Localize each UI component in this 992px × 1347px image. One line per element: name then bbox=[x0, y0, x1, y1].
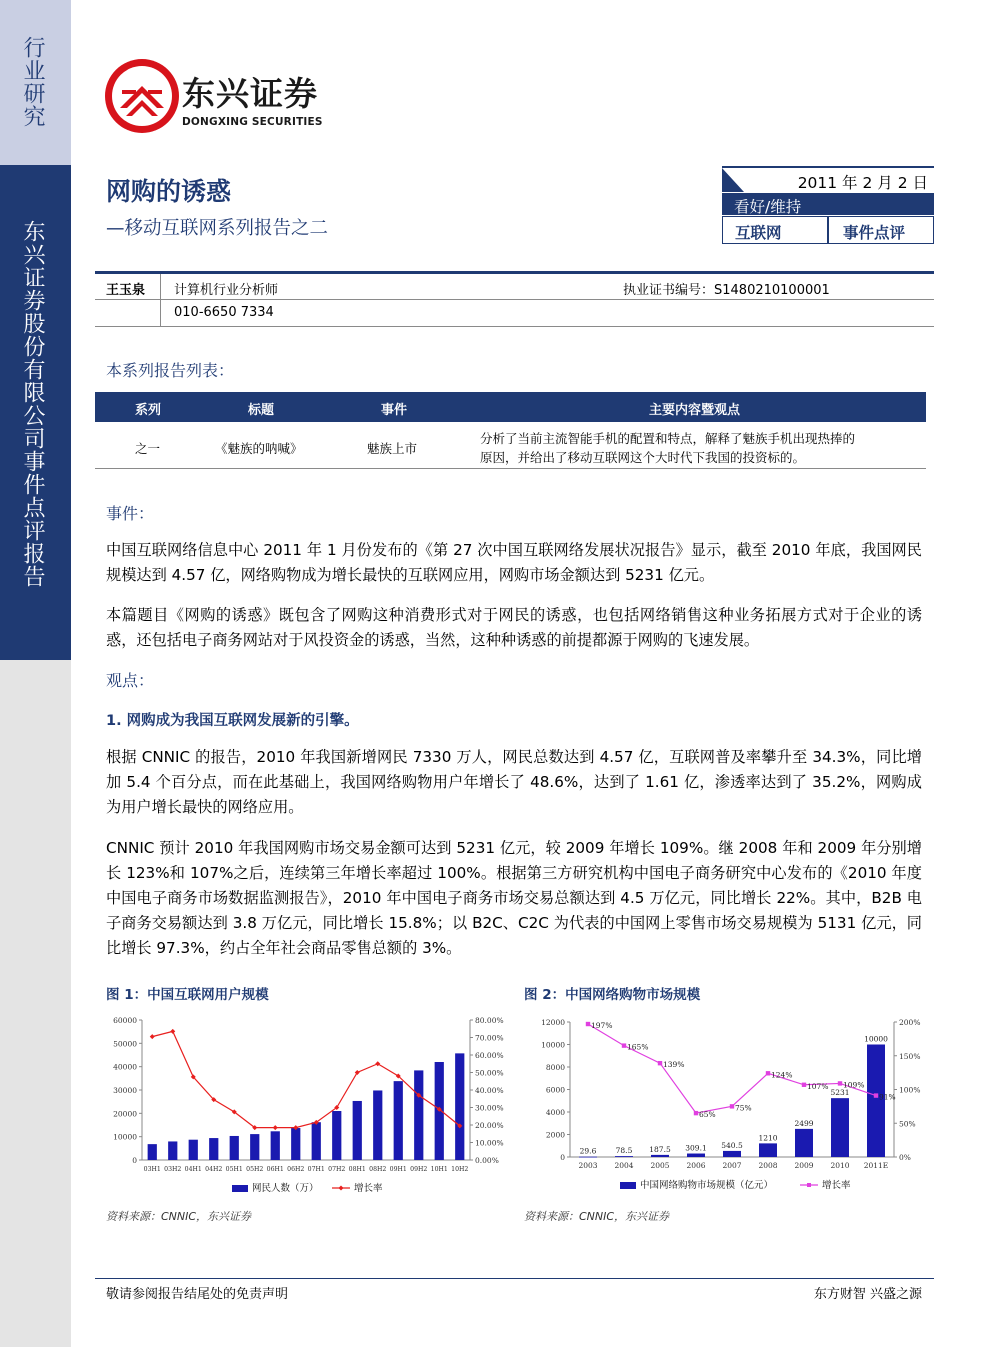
fig2-x-tick: 2007 bbox=[722, 1161, 742, 1170]
analyst-title: 计算机行业分析师 bbox=[174, 283, 279, 298]
fig2-bar-label: 5231 bbox=[830, 1088, 850, 1098]
analyst-name: 王玉泉 bbox=[106, 283, 146, 298]
fig1-x-tick: 04H1 bbox=[184, 1166, 202, 1173]
fig1-bar bbox=[353, 1101, 362, 1160]
analyst-cert: 执业证书编号：S1480210100001 bbox=[623, 283, 830, 298]
fig2-bar bbox=[579, 1157, 597, 1158]
fig1-bar bbox=[148, 1144, 157, 1160]
fig1-bar bbox=[394, 1081, 403, 1160]
fig2-x-tick: 2006 bbox=[686, 1161, 706, 1170]
sector-cell bbox=[722, 216, 828, 244]
fig2-legend-line-label: 增长率 bbox=[822, 1180, 851, 1191]
report-date: 2011 年 2 月 2 日 bbox=[797, 174, 928, 192]
fig2-line-point bbox=[766, 1071, 770, 1075]
fig1-x-tick: 07H1 bbox=[307, 1166, 325, 1173]
corner-triangle-icon bbox=[722, 168, 744, 192]
fig2-y2-tick: 100% bbox=[899, 1085, 921, 1095]
paragraph-event-1: 中国互联网络信息中心 2011 年 1 月份发布的《第 27 次中国互联网络发展状况报告》显示，截至 2010 年底，我国网民规模达到 4.57 亿，网络购物成为增长最快的互联网应用，网购市场金额达到 5231 亿元。 bbox=[106, 541, 922, 584]
fig2-bar bbox=[615, 1156, 633, 1157]
footer-slogan: 东方财智 兴盛之源 bbox=[813, 1287, 922, 1302]
fig1-bar bbox=[291, 1128, 300, 1160]
fig1-x-tick: 10H1 bbox=[430, 1166, 448, 1173]
sector-value: 互联网 bbox=[735, 224, 782, 242]
fig1-bar bbox=[230, 1136, 239, 1160]
fig1-line bbox=[152, 1031, 460, 1127]
fig1-y-tick: 20000 bbox=[113, 1109, 137, 1119]
fig1-bar bbox=[250, 1134, 259, 1160]
fig1-x-tick: 06H2 bbox=[287, 1166, 305, 1173]
fig2-x-tick: 2009 bbox=[794, 1161, 814, 1170]
fig1-x-tick: 09H2 bbox=[410, 1166, 428, 1173]
rating-cell bbox=[722, 193, 934, 215]
fig2-bar-label: 187.5 bbox=[649, 1144, 671, 1154]
fig2-line-point bbox=[694, 1111, 698, 1115]
fig2-y2-tick: 0% bbox=[899, 1153, 911, 1162]
fig1-y-tick: 40000 bbox=[113, 1062, 137, 1072]
fig2-bar bbox=[687, 1154, 705, 1157]
fig2-line-point bbox=[658, 1061, 662, 1065]
footer-disclaimer: 敬请参阅报告结尾处的免责声明 bbox=[106, 1287, 289, 1302]
sidebar-filler bbox=[0, 660, 71, 1347]
fig2-bar-label: 540.5 bbox=[721, 1140, 743, 1150]
fig2-bar-label: 10000 bbox=[864, 1034, 888, 1044]
fig2-y-tick: 8000 bbox=[545, 1063, 565, 1072]
company-logo-icon bbox=[102, 56, 182, 136]
fig1-bar bbox=[312, 1122, 321, 1160]
event-heading: 事件： bbox=[106, 504, 155, 523]
report-type-cell bbox=[828, 216, 934, 244]
paragraph-point-1a: 根据 CNNIC 的报告，2010 年我国新增网民 7330 万人，网民总数达到 4.57 亿，互联网普及率攀升至 34.3%，同比增加 5.4 个百分点，而在此基础上，我国网络购物用户年增长了 48.6%，达到了 1.61 亿，渗透率达到了 35.2%，网购成为用户增长最快的网络应用。 bbox=[106, 748, 922, 816]
fig1-x-tick: 03H2 bbox=[164, 1166, 182, 1173]
fig2-x-tick: 2010 bbox=[830, 1161, 850, 1170]
fig2-x-tick: 2008 bbox=[758, 1161, 778, 1170]
fig1-bar bbox=[332, 1111, 341, 1160]
col-series: 系列 bbox=[135, 403, 162, 418]
fig1-line-point bbox=[355, 1070, 360, 1075]
col-content: 主要内容暨观点 bbox=[649, 403, 741, 418]
fig1-bar bbox=[455, 1053, 464, 1160]
fig1-y-tick: 10000 bbox=[113, 1132, 137, 1142]
fig2-line-point bbox=[622, 1043, 626, 1047]
fig1-y2-tick: 10.00% bbox=[475, 1138, 504, 1148]
fig1-y-tick: 0 bbox=[132, 1156, 137, 1165]
fig1-legend-bar-label: 网民人数（万） bbox=[252, 1183, 319, 1194]
fig1-y2-tick: 70.00% bbox=[475, 1033, 504, 1043]
fig2-bar bbox=[651, 1155, 669, 1157]
fig2-bar bbox=[795, 1129, 813, 1157]
fig2-y-tick: 10000 bbox=[541, 1040, 565, 1050]
fig1-x-tick: 10H2 bbox=[451, 1166, 469, 1173]
fig1-x-tick: 08H1 bbox=[348, 1166, 366, 1173]
fig2-legend-bar-swatch bbox=[620, 1182, 636, 1189]
fig1-line-point bbox=[273, 1125, 278, 1130]
row-content-line1: 分析了当前主流智能手机的配置和特点，解释了魅族手机出现热捧的 bbox=[480, 431, 856, 446]
figure-1-title: 图 1：中国互联网用户规模 bbox=[106, 987, 269, 1003]
fig1-y2-tick: 20.00% bbox=[475, 1121, 504, 1130]
fig2-line-label: 197% bbox=[591, 1021, 613, 1031]
fig2-bar bbox=[723, 1151, 741, 1157]
figure-2-title: 图 2：中国网络购物市场规模 bbox=[524, 987, 701, 1003]
report-info-box bbox=[722, 166, 934, 246]
fig2-bar bbox=[759, 1143, 777, 1157]
fig1-bar bbox=[271, 1131, 280, 1160]
chart-online-shopping-market bbox=[524, 1008, 934, 1208]
fig2-y2-tick: 50% bbox=[899, 1119, 916, 1129]
fig2-y-tick: 4000 bbox=[545, 1108, 565, 1117]
table-header-row bbox=[95, 392, 926, 422]
fig1-y2-tick: 80.00% bbox=[475, 1016, 504, 1025]
analyst-divider bbox=[160, 274, 161, 326]
fig2-y-tick: 12000 bbox=[541, 1018, 565, 1027]
footer-rule bbox=[95, 1278, 934, 1279]
fig1-y2-tick: 50.00% bbox=[475, 1068, 504, 1078]
fig2-line-point bbox=[730, 1104, 734, 1108]
row-event: 魅族上市 bbox=[367, 441, 418, 456]
fig2-bar-label: 2499 bbox=[794, 1118, 814, 1128]
fig1-legend-line-marker bbox=[339, 1186, 344, 1191]
fig2-y2-tick: 150% bbox=[899, 1051, 921, 1061]
fig2-line-label: 65% bbox=[699, 1110, 716, 1120]
fig1-bar bbox=[168, 1141, 177, 1160]
fig2-bar-label: 29.6 bbox=[579, 1146, 597, 1156]
fig2-y2-tick: 200% bbox=[899, 1018, 921, 1027]
report-title: 网购的诱惑 bbox=[106, 177, 232, 206]
fig1-x-tick: 08H2 bbox=[369, 1166, 387, 1173]
figure-1-source: 资料来源：CNNIC，东兴证券 bbox=[106, 1210, 252, 1223]
fig2-line-label: 91% bbox=[879, 1092, 896, 1102]
fig2-y-tick: 0 bbox=[560, 1153, 565, 1162]
row-content-line2: 原因，并给出了移动互联网这个大时代下我国的投资标的。 bbox=[480, 450, 806, 465]
fig1-y2-tick: 40.00% bbox=[475, 1086, 504, 1095]
fig2-x-tick: 2011E bbox=[863, 1161, 889, 1170]
fig1-legend-line-label: 增长率 bbox=[354, 1183, 383, 1194]
fig2-y-tick: 2000 bbox=[545, 1130, 565, 1140]
fig1-y-tick: 60000 bbox=[113, 1016, 137, 1025]
sidebar-report-type: 东兴证券股份有限公司事件点评报告 bbox=[20, 220, 45, 588]
sidebar-category: 行业研究 bbox=[20, 36, 45, 128]
fig2-line-label: 165% bbox=[627, 1042, 649, 1052]
fig1-y2-tick: 30.00% bbox=[475, 1103, 504, 1113]
report-type-value: 事件点评 bbox=[843, 224, 906, 242]
fig1-x-tick: 04H2 bbox=[205, 1166, 223, 1173]
company-logo-en: DONGXING SECURITIES bbox=[182, 116, 323, 128]
fig1-line-point bbox=[170, 1029, 175, 1034]
fig2-legend-bar-label: 中国网络购物市场规模（亿元） bbox=[640, 1180, 774, 1191]
fig2-line-label: 109% bbox=[843, 1080, 865, 1090]
col-title: 标题 bbox=[248, 403, 275, 418]
col-event: 事件 bbox=[381, 403, 408, 418]
chart-internet-users bbox=[106, 1008, 510, 1208]
analyst-bottom-rule bbox=[95, 326, 934, 327]
series-list-heading: 本系列报告列表： bbox=[106, 361, 235, 380]
fig2-bar-label: 309.1 bbox=[685, 1143, 707, 1153]
table-bottom-rule bbox=[95, 468, 926, 469]
fig2-line-label: 124% bbox=[771, 1070, 793, 1080]
rating-value: 看好/维持 bbox=[734, 198, 802, 216]
fig2-line-label: 107% bbox=[807, 1081, 829, 1091]
fig2-line-point bbox=[802, 1083, 806, 1087]
fig2-x-tick: 2005 bbox=[650, 1161, 670, 1170]
paragraph-event-2: 本篇题目《网购的诱惑》既包含了网购这种消费形式对于网民的诱惑，也包括网络销售这种业务拓展方式对于企业的诱惑，还包括电子商务网站对于风投资金的诱惑，当然，这种种诱惑的前提都源于网购的飞速发展。 bbox=[106, 606, 922, 649]
figure-2-source: 资料来源：CNNIC，东兴证券 bbox=[524, 1210, 670, 1223]
fig1-line-point bbox=[375, 1061, 380, 1066]
fig2-bar-label: 1210 bbox=[758, 1133, 778, 1143]
fig1-bar bbox=[373, 1090, 382, 1160]
fig2-bar bbox=[831, 1098, 849, 1157]
fig2-bar-label: 78.5 bbox=[615, 1146, 633, 1156]
fig1-bar bbox=[414, 1070, 423, 1160]
row-title: 《魅族的呐喊》 bbox=[215, 441, 303, 456]
analyst-mid-rule bbox=[95, 299, 934, 300]
fig2-x-tick: 2003 bbox=[578, 1161, 598, 1170]
fig1-bar bbox=[209, 1138, 218, 1160]
report-subtitle: —移动互联网系列报告之二 bbox=[106, 218, 329, 239]
fig1-bar bbox=[189, 1140, 198, 1160]
fig2-legend-line-marker bbox=[807, 1183, 811, 1187]
fig1-x-tick: 09H1 bbox=[389, 1166, 407, 1173]
fig2-x-tick: 2004 bbox=[614, 1161, 634, 1170]
fig1-legend-bar-swatch bbox=[232, 1185, 248, 1192]
view-heading: 观点： bbox=[106, 671, 155, 690]
fig1-x-tick: 07H2 bbox=[328, 1166, 346, 1173]
fig1-x-tick: 06H1 bbox=[266, 1166, 284, 1173]
fig1-y2-tick: 60.00% bbox=[475, 1051, 504, 1060]
point-1-heading: 1. 网购成为我国互联网发展新的引擎。 bbox=[106, 713, 359, 729]
analyst-phone: 010-6650 7334 bbox=[174, 305, 274, 320]
fig1-x-tick: 03H1 bbox=[143, 1166, 161, 1173]
fig1-y-tick: 50000 bbox=[113, 1039, 137, 1049]
fig2-line-point bbox=[586, 1022, 590, 1026]
fig2-y-tick: 6000 bbox=[545, 1085, 565, 1095]
fig1-y-tick: 30000 bbox=[113, 1086, 137, 1095]
paragraph-point-1b: CNNIC 预计 2010 年我国网购市场交易金额可达到 5231 亿元，较 2009 年增长 109%。继 2008 年和 2009 年分别增长 123%和 107%之后，连续第三年增长率超过 100%。根据第三方研究机构中国电子商务研究中心发布的《2010 年度中国电子商务市场数据监测报告》，2010 年中国电子商务市场交易总额达到 4.5 万亿元，同比增长 22%。其中，B2B 电子商务交易额达到 3.8 万亿元，同比增长 15.8%；以 B2C、C2C 为代表的中国网上零售市场交易规模为 5131 亿元，同比增长 97.3%，约占全年社会商品零售总额的 3%。 bbox=[106, 839, 922, 957]
fig1-x-tick: 05H2 bbox=[246, 1166, 264, 1173]
fig2-line-point bbox=[874, 1093, 878, 1097]
row-series: 之一 bbox=[135, 441, 161, 456]
company-logo-cn: 东兴证券 bbox=[182, 74, 318, 113]
fig2-line-label: 139% bbox=[663, 1060, 685, 1070]
fig2-line-label: 75% bbox=[735, 1103, 752, 1113]
date-cell bbox=[722, 166, 934, 192]
fig2-line-point bbox=[838, 1081, 842, 1085]
fig1-line-point bbox=[150, 1034, 155, 1039]
analyst-top-rule bbox=[95, 271, 934, 274]
fig1-x-tick: 05H1 bbox=[225, 1166, 243, 1173]
fig1-y2-tick: 0.00% bbox=[475, 1156, 499, 1165]
